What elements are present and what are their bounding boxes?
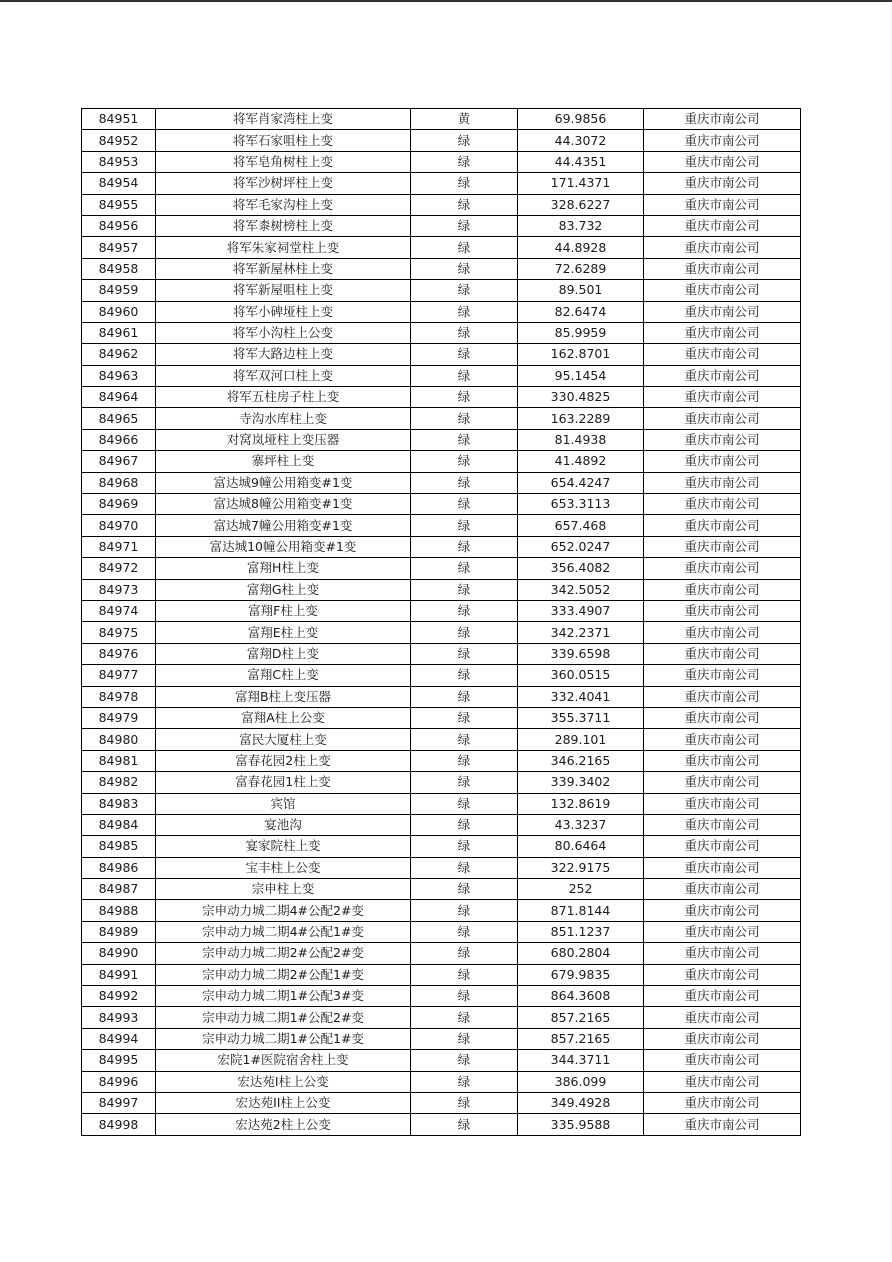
cell-name: 将军桼树榜柱上变 xyxy=(156,215,411,236)
cell-value: 342.2371 xyxy=(518,622,644,643)
cell-status: 绿 xyxy=(411,280,518,301)
table-row xyxy=(82,857,801,878)
cell-company: 重庆市南公司 xyxy=(644,879,801,900)
cell-value: 44.3072 xyxy=(518,130,644,151)
cell-name: 将军朱家祠堂柱上变 xyxy=(156,237,411,258)
cell-id: 84985 xyxy=(82,836,156,857)
cell-status: 绿 xyxy=(411,1092,518,1113)
table-row xyxy=(82,301,801,322)
cell-name: 宏达苑Ⅰ柱上公变 xyxy=(156,1071,411,1092)
table-row xyxy=(82,173,801,194)
table-row xyxy=(82,729,801,750)
cell-name: 将军小碑垭柱上变 xyxy=(156,301,411,322)
cell-value: 328.6227 xyxy=(518,194,644,215)
cell-value: 356.4082 xyxy=(518,558,644,579)
cell-company: 重庆市南公司 xyxy=(644,750,801,771)
cell-id: 84997 xyxy=(82,1092,156,1113)
table-row xyxy=(82,451,801,472)
table-row xyxy=(82,109,801,130)
table-row xyxy=(82,643,801,664)
table-row xyxy=(82,237,801,258)
cell-status: 绿 xyxy=(411,472,518,493)
cell-value: 289.101 xyxy=(518,729,644,750)
cell-status: 绿 xyxy=(411,964,518,985)
table-row xyxy=(82,130,801,151)
table-row xyxy=(82,558,801,579)
cell-value: 332.4041 xyxy=(518,686,644,707)
cell-name: 富翔B柱上变压器 xyxy=(156,686,411,707)
cell-value: 344.3711 xyxy=(518,1050,644,1071)
table-row xyxy=(82,1071,801,1092)
cell-name: 宗申动力城二期4#公配1#变 xyxy=(156,921,411,942)
cell-name: 富春花园1柱上变 xyxy=(156,772,411,793)
table-row xyxy=(82,408,801,429)
cell-value: 680.2804 xyxy=(518,943,644,964)
cell-status: 绿 xyxy=(411,387,518,408)
table-row xyxy=(82,365,801,386)
cell-company: 重庆市南公司 xyxy=(644,215,801,236)
cell-name: 富达城9幢公用箱变#1变 xyxy=(156,472,411,493)
cell-status: 绿 xyxy=(411,1028,518,1049)
cell-company: 重庆市南公司 xyxy=(644,365,801,386)
cell-company: 重庆市南公司 xyxy=(644,622,801,643)
cell-id: 84996 xyxy=(82,1071,156,1092)
table-row xyxy=(82,793,801,814)
cell-status: 绿 xyxy=(411,921,518,942)
cell-name: 将军五柱房子柱上变 xyxy=(156,387,411,408)
cell-value: 72.6289 xyxy=(518,258,644,279)
cell-status: 绿 xyxy=(411,429,518,450)
cell-name: 宗申动力城二期2#公配2#变 xyxy=(156,943,411,964)
cell-value: 80.6464 xyxy=(518,836,644,857)
cell-company: 重庆市南公司 xyxy=(644,643,801,664)
cell-company: 重庆市南公司 xyxy=(644,387,801,408)
cell-id: 84981 xyxy=(82,750,156,771)
cell-id: 84973 xyxy=(82,579,156,600)
cell-id: 84986 xyxy=(82,857,156,878)
table-row xyxy=(82,536,801,557)
cell-name: 将军大路边柱上变 xyxy=(156,344,411,365)
cell-status: 绿 xyxy=(411,130,518,151)
cell-value: 857.2165 xyxy=(518,1028,644,1049)
cell-value: 654.4247 xyxy=(518,472,644,493)
cell-name: 富翔A柱上公变 xyxy=(156,707,411,728)
cell-id: 84954 xyxy=(82,173,156,194)
cell-company: 重庆市南公司 xyxy=(644,408,801,429)
cell-name: 富达城10幢公用箱变#1变 xyxy=(156,536,411,557)
cell-name: 宏院1#医院宿舍柱上变 xyxy=(156,1050,411,1071)
table-row xyxy=(82,1028,801,1049)
cell-name: 将军石家咀柱上变 xyxy=(156,130,411,151)
cell-company: 重庆市南公司 xyxy=(644,857,801,878)
cell-name: 富达城8幢公用箱变#1变 xyxy=(156,494,411,515)
cell-name: 宏达苑2柱上公变 xyxy=(156,1114,411,1135)
cell-id: 84965 xyxy=(82,408,156,429)
cell-name: 富春花园2柱上变 xyxy=(156,750,411,771)
cell-name: 富翔G柱上变 xyxy=(156,579,411,600)
cell-id: 84975 xyxy=(82,622,156,643)
cell-name: 宗申动力城二期1#公配1#变 xyxy=(156,1028,411,1049)
cell-company: 重庆市南公司 xyxy=(644,344,801,365)
cell-status: 绿 xyxy=(411,729,518,750)
cell-status: 绿 xyxy=(411,1071,518,1092)
cell-id: 84978 xyxy=(82,686,156,707)
cell-name: 宏达苑II柱上公变 xyxy=(156,1092,411,1113)
cell-status: 绿 xyxy=(411,793,518,814)
cell-company: 重庆市南公司 xyxy=(644,836,801,857)
cell-id: 84967 xyxy=(82,451,156,472)
cell-status: 绿 xyxy=(411,600,518,621)
cell-company: 重庆市南公司 xyxy=(644,772,801,793)
cell-value: 82.6474 xyxy=(518,301,644,322)
cell-value: 95.1454 xyxy=(518,365,644,386)
cell-value: 44.8928 xyxy=(518,237,644,258)
cell-value: 43.3237 xyxy=(518,814,644,835)
cell-name: 宗申柱上变 xyxy=(156,879,411,900)
cell-name: 富翔C柱上变 xyxy=(156,665,411,686)
cell-company: 重庆市南公司 xyxy=(644,301,801,322)
cell-company: 重庆市南公司 xyxy=(644,1071,801,1092)
cell-name: 将军双河口柱上变 xyxy=(156,365,411,386)
cell-status: 绿 xyxy=(411,836,518,857)
cell-value: 81.4938 xyxy=(518,429,644,450)
cell-value: 333.4907 xyxy=(518,600,644,621)
cell-name: 将军肖家湾柱上变 xyxy=(156,109,411,130)
table-row xyxy=(82,472,801,493)
cell-value: 252 xyxy=(518,879,644,900)
cell-name: 宗申动力城二期4#公配2#变 xyxy=(156,900,411,921)
cell-company: 重庆市南公司 xyxy=(644,451,801,472)
cell-id: 84963 xyxy=(82,365,156,386)
cell-id: 84979 xyxy=(82,707,156,728)
cell-company: 重庆市南公司 xyxy=(644,814,801,835)
cell-name: 富翔E柱上变 xyxy=(156,622,411,643)
cell-company: 重庆市南公司 xyxy=(644,130,801,151)
table-row xyxy=(82,258,801,279)
cell-value: 162.8701 xyxy=(518,344,644,365)
table-row xyxy=(82,772,801,793)
cell-value: 339.3402 xyxy=(518,772,644,793)
cell-status: 绿 xyxy=(411,900,518,921)
cell-id: 84976 xyxy=(82,643,156,664)
cell-id: 84977 xyxy=(82,665,156,686)
cell-company: 重庆市南公司 xyxy=(644,429,801,450)
cell-id: 84992 xyxy=(82,986,156,1007)
cell-company: 重庆市南公司 xyxy=(644,237,801,258)
table-row xyxy=(82,814,801,835)
cell-value: 657.468 xyxy=(518,515,644,536)
cell-name: 宗申动力城二期2#公配1#变 xyxy=(156,964,411,985)
cell-id: 84956 xyxy=(82,215,156,236)
cell-id: 84958 xyxy=(82,258,156,279)
cell-company: 重庆市南公司 xyxy=(644,1007,801,1028)
cell-status: 绿 xyxy=(411,408,518,429)
table-row xyxy=(82,600,801,621)
table-row xyxy=(82,622,801,643)
cell-value: 83.732 xyxy=(518,215,644,236)
cell-value: 355.3711 xyxy=(518,707,644,728)
table-row xyxy=(82,665,801,686)
cell-name: 宴池沟 xyxy=(156,814,411,835)
cell-company: 重庆市南公司 xyxy=(644,986,801,1007)
cell-id: 84959 xyxy=(82,280,156,301)
cell-value: 851.1237 xyxy=(518,921,644,942)
cell-status: 绿 xyxy=(411,194,518,215)
cell-status: 绿 xyxy=(411,173,518,194)
table-row xyxy=(82,280,801,301)
table-row xyxy=(82,322,801,343)
cell-value: 171.4371 xyxy=(518,173,644,194)
cell-value: 857.2165 xyxy=(518,1007,644,1028)
table-row xyxy=(82,964,801,985)
cell-company: 重庆市南公司 xyxy=(644,729,801,750)
cell-company: 重庆市南公司 xyxy=(644,900,801,921)
cell-id: 84995 xyxy=(82,1050,156,1071)
table-row xyxy=(82,1007,801,1028)
cell-company: 重庆市南公司 xyxy=(644,280,801,301)
cell-value: 69.9856 xyxy=(518,109,644,130)
cell-status: 绿 xyxy=(411,986,518,1007)
cell-company: 重庆市南公司 xyxy=(644,1028,801,1049)
cell-name: 宗申动力城二期1#公配2#变 xyxy=(156,1007,411,1028)
cell-name: 寨坪柱上变 xyxy=(156,451,411,472)
cell-company: 重庆市南公司 xyxy=(644,515,801,536)
table-row xyxy=(82,344,801,365)
table-row xyxy=(82,1114,801,1135)
cell-value: 386.099 xyxy=(518,1071,644,1092)
cell-value: 652.0247 xyxy=(518,536,644,557)
table-row xyxy=(82,921,801,942)
cell-id: 84994 xyxy=(82,1028,156,1049)
cell-id: 84998 xyxy=(82,1114,156,1135)
cell-name: 将军沙树坪柱上变 xyxy=(156,173,411,194)
cell-value: 871.8144 xyxy=(518,900,644,921)
cell-name: 富翔F柱上变 xyxy=(156,600,411,621)
cell-id: 84991 xyxy=(82,964,156,985)
transformer-table xyxy=(81,108,801,1136)
cell-value: 346.2165 xyxy=(518,750,644,771)
cell-company: 重庆市南公司 xyxy=(644,921,801,942)
table-row xyxy=(82,986,801,1007)
cell-status: 绿 xyxy=(411,151,518,172)
cell-name: 富民大厦柱上变 xyxy=(156,729,411,750)
cell-value: 864.3608 xyxy=(518,986,644,1007)
cell-id: 84980 xyxy=(82,729,156,750)
cell-status: 绿 xyxy=(411,750,518,771)
cell-company: 重庆市南公司 xyxy=(644,258,801,279)
cell-status: 绿 xyxy=(411,1114,518,1135)
table-row xyxy=(82,194,801,215)
cell-status: 绿 xyxy=(411,857,518,878)
cell-company: 重庆市南公司 xyxy=(644,322,801,343)
cell-company: 重庆市南公司 xyxy=(644,536,801,557)
cell-company: 重庆市南公司 xyxy=(644,665,801,686)
cell-name: 富翔H柱上变 xyxy=(156,558,411,579)
cell-id: 84972 xyxy=(82,558,156,579)
cell-id: 84960 xyxy=(82,301,156,322)
table-row xyxy=(82,1050,801,1071)
cell-status: 绿 xyxy=(411,579,518,600)
cell-id: 84957 xyxy=(82,237,156,258)
cell-name: 宴家院柱上变 xyxy=(156,836,411,857)
cell-id: 84962 xyxy=(82,344,156,365)
cell-status: 绿 xyxy=(411,301,518,322)
table-row xyxy=(82,1092,801,1113)
cell-status: 绿 xyxy=(411,772,518,793)
cell-status: 绿 xyxy=(411,665,518,686)
cell-company: 重庆市南公司 xyxy=(644,1092,801,1113)
cell-company: 重庆市南公司 xyxy=(644,600,801,621)
cell-id: 84971 xyxy=(82,536,156,557)
cell-name: 将军新屋林柱上变 xyxy=(156,258,411,279)
cell-id: 84968 xyxy=(82,472,156,493)
table-row xyxy=(82,387,801,408)
table-body xyxy=(82,109,801,1136)
table-row xyxy=(82,515,801,536)
cell-value: 342.5052 xyxy=(518,579,644,600)
cell-company: 重庆市南公司 xyxy=(644,793,801,814)
cell-status: 绿 xyxy=(411,879,518,900)
cell-name: 对窝岚垭柱上变压器 xyxy=(156,429,411,450)
cell-value: 679.9835 xyxy=(518,964,644,985)
cell-status: 绿 xyxy=(411,344,518,365)
cell-name: 将军毛家沟柱上变 xyxy=(156,194,411,215)
cell-id: 84982 xyxy=(82,772,156,793)
cell-company: 重庆市南公司 xyxy=(644,173,801,194)
table-row xyxy=(82,494,801,515)
cell-value: 330.4825 xyxy=(518,387,644,408)
cell-status: 绿 xyxy=(411,237,518,258)
cell-id: 84961 xyxy=(82,322,156,343)
cell-value: 132.8619 xyxy=(518,793,644,814)
page-top-border xyxy=(0,0,892,2)
cell-status: 绿 xyxy=(411,536,518,557)
table-row xyxy=(82,900,801,921)
cell-status: 绿 xyxy=(411,451,518,472)
cell-id: 84989 xyxy=(82,921,156,942)
cell-status: 绿 xyxy=(411,1007,518,1028)
cell-company: 重庆市南公司 xyxy=(644,964,801,985)
cell-status: 绿 xyxy=(411,558,518,579)
cell-value: 335.9588 xyxy=(518,1114,644,1135)
cell-id: 84984 xyxy=(82,814,156,835)
cell-name: 宝丰柱上公变 xyxy=(156,857,411,878)
cell-status: 绿 xyxy=(411,365,518,386)
table-row xyxy=(82,879,801,900)
table-row xyxy=(82,579,801,600)
cell-company: 重庆市南公司 xyxy=(644,194,801,215)
cell-value: 44.4351 xyxy=(518,151,644,172)
cell-status: 绿 xyxy=(411,258,518,279)
cell-company: 重庆市南公司 xyxy=(644,472,801,493)
table-row xyxy=(82,836,801,857)
cell-name: 将军皂角树柱上变 xyxy=(156,151,411,172)
cell-id: 84964 xyxy=(82,387,156,408)
table-row xyxy=(82,686,801,707)
cell-value: 349.4928 xyxy=(518,1092,644,1113)
cell-status: 绿 xyxy=(411,814,518,835)
cell-status: 绿 xyxy=(411,707,518,728)
cell-status: 绿 xyxy=(411,1050,518,1071)
cell-company: 重庆市南公司 xyxy=(644,109,801,130)
table-row xyxy=(82,943,801,964)
cell-status: 绿 xyxy=(411,943,518,964)
cell-value: 41.4892 xyxy=(518,451,644,472)
cell-value: 89.501 xyxy=(518,280,644,301)
cell-id: 84983 xyxy=(82,793,156,814)
cell-company: 重庆市南公司 xyxy=(644,579,801,600)
cell-name: 宗申动力城二期1#公配3#变 xyxy=(156,986,411,1007)
cell-value: 85.9959 xyxy=(518,322,644,343)
cell-company: 重庆市南公司 xyxy=(644,707,801,728)
cell-id: 84953 xyxy=(82,151,156,172)
cell-name: 宾馆 xyxy=(156,793,411,814)
cell-value: 653.3113 xyxy=(518,494,644,515)
table-row xyxy=(82,429,801,450)
table-row xyxy=(82,151,801,172)
cell-company: 重庆市南公司 xyxy=(644,1114,801,1135)
cell-status: 黄 xyxy=(411,109,518,130)
cell-company: 重庆市南公司 xyxy=(644,494,801,515)
cell-value: 322.9175 xyxy=(518,857,644,878)
table-row xyxy=(82,215,801,236)
cell-status: 绿 xyxy=(411,686,518,707)
cell-id: 84970 xyxy=(82,515,156,536)
cell-company: 重庆市南公司 xyxy=(644,943,801,964)
cell-value: 339.6598 xyxy=(518,643,644,664)
cell-id: 84951 xyxy=(82,109,156,130)
cell-value: 163.2289 xyxy=(518,408,644,429)
cell-status: 绿 xyxy=(411,494,518,515)
cell-name: 富达城7幢公用箱变#1变 xyxy=(156,515,411,536)
cell-id: 84974 xyxy=(82,600,156,621)
cell-name: 寺沟水库柱上变 xyxy=(156,408,411,429)
cell-id: 84987 xyxy=(82,879,156,900)
cell-id: 84990 xyxy=(82,943,156,964)
cell-value: 360.0515 xyxy=(518,665,644,686)
cell-status: 绿 xyxy=(411,215,518,236)
cell-status: 绿 xyxy=(411,622,518,643)
cell-id: 84969 xyxy=(82,494,156,515)
cell-id: 84988 xyxy=(82,900,156,921)
table-row xyxy=(82,750,801,771)
cell-name: 将军小沟柱上公变 xyxy=(156,322,411,343)
cell-status: 绿 xyxy=(411,322,518,343)
table-row xyxy=(82,707,801,728)
cell-company: 重庆市南公司 xyxy=(644,151,801,172)
cell-company: 重庆市南公司 xyxy=(644,558,801,579)
cell-status: 绿 xyxy=(411,643,518,664)
cell-id: 84952 xyxy=(82,130,156,151)
cell-name: 富翔D柱上变 xyxy=(156,643,411,664)
cell-id: 84966 xyxy=(82,429,156,450)
cell-company: 重庆市南公司 xyxy=(644,686,801,707)
cell-company: 重庆市南公司 xyxy=(644,1050,801,1071)
cell-id: 84993 xyxy=(82,1007,156,1028)
cell-id: 84955 xyxy=(82,194,156,215)
cell-status: 绿 xyxy=(411,515,518,536)
cell-name: 将军新屋咀柱上变 xyxy=(156,280,411,301)
